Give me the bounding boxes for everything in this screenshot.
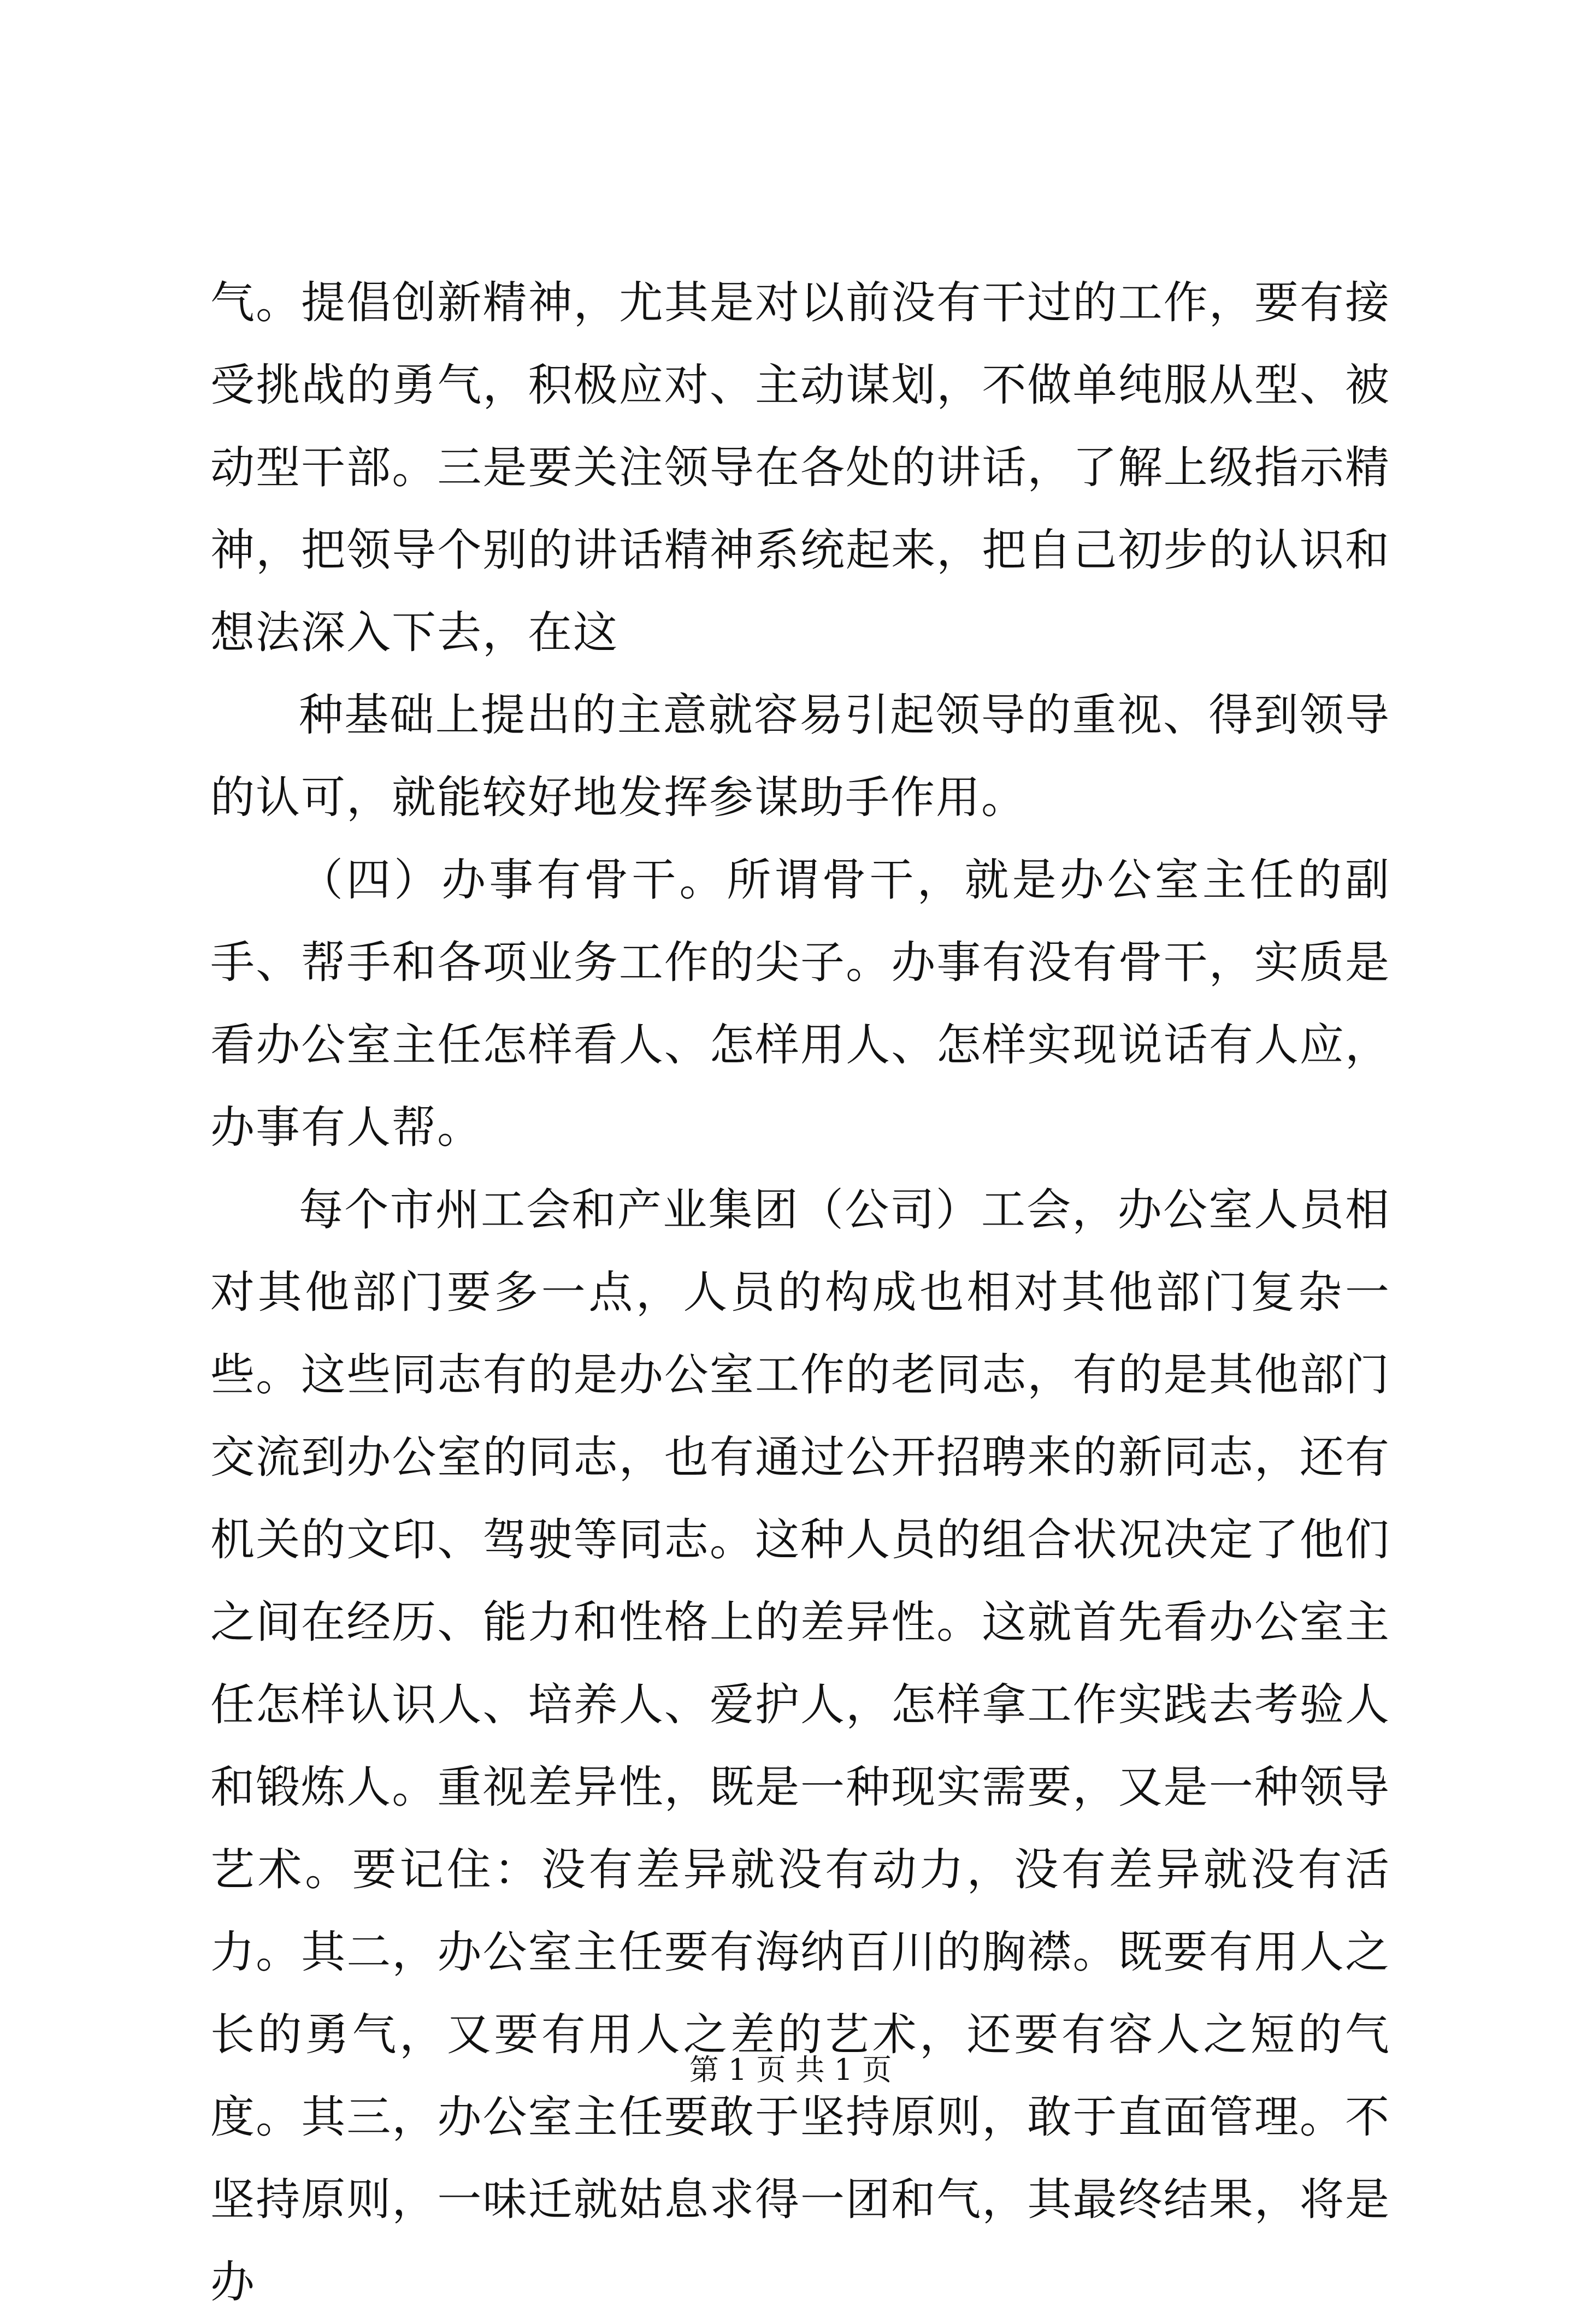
paragraph-2: 种基础上提出的主意就容易引起领导的重视、得到领导的认可，就能较好地发挥参谋助手作用。 bbox=[210, 690, 1390, 824]
paragraph-4: 每个市州工会和产业集团（公司）工会，办公室人员相对其他部门要多一点，人员的构成也相对其他部门复杂一些。这些同志有的是办公室工作的老同志，有的是其他部门交流到办公室的同志，也有通过公开招聘来的新同志，还有机关的文印、驾驶等同志。这种人员的组合状况决定了他们之间在经历、能力和性格上的差异性。这就首先看办公室主任怎样认识人、培养人、爱护人，怎样拿工作实践去考验人和锻炼人。重视差异性，既是一种现实需要，又是一种领导艺术。要记住：没有差异就没有动力，没有差异就没有活力。其二，办公室主任要有海纳百川的胸襟。既要有用人之长的勇气，又要有用人之差的艺术，还要有容人之短的气度。其三，办公室主任要敢于坚持原则，敢于直面管理。不坚持原则，一味迁就姑息求得一团和气，其最终结果，将是办 bbox=[210, 1185, 1390, 2308]
paragraph-3: （四）办事有骨干。所谓骨干，就是办公室主任的副手、帮手和各项业务工作的尖子。办事有没有骨干，实质是看办公室主任怎样看人、怎样用人、怎样实现说话有人应，办事有人帮。 bbox=[210, 855, 1390, 1154]
document-body bbox=[210, 262, 1390, 2324]
paragraph-1: 气。提倡创新精神，尤其是对以前没有干过的工作，要有接受挑战的勇气，积极应对、主动谋划，不做单纯服从型、被动型干部。三是要关注领导在各处的讲话，了解上级指示精神，把领导个别的讲话精神系统起来，把自己初步的认识和想法深入下去，在这 bbox=[210, 277, 1390, 659]
page-footer: 第 1 页 共 1 页 bbox=[689, 2053, 892, 2087]
